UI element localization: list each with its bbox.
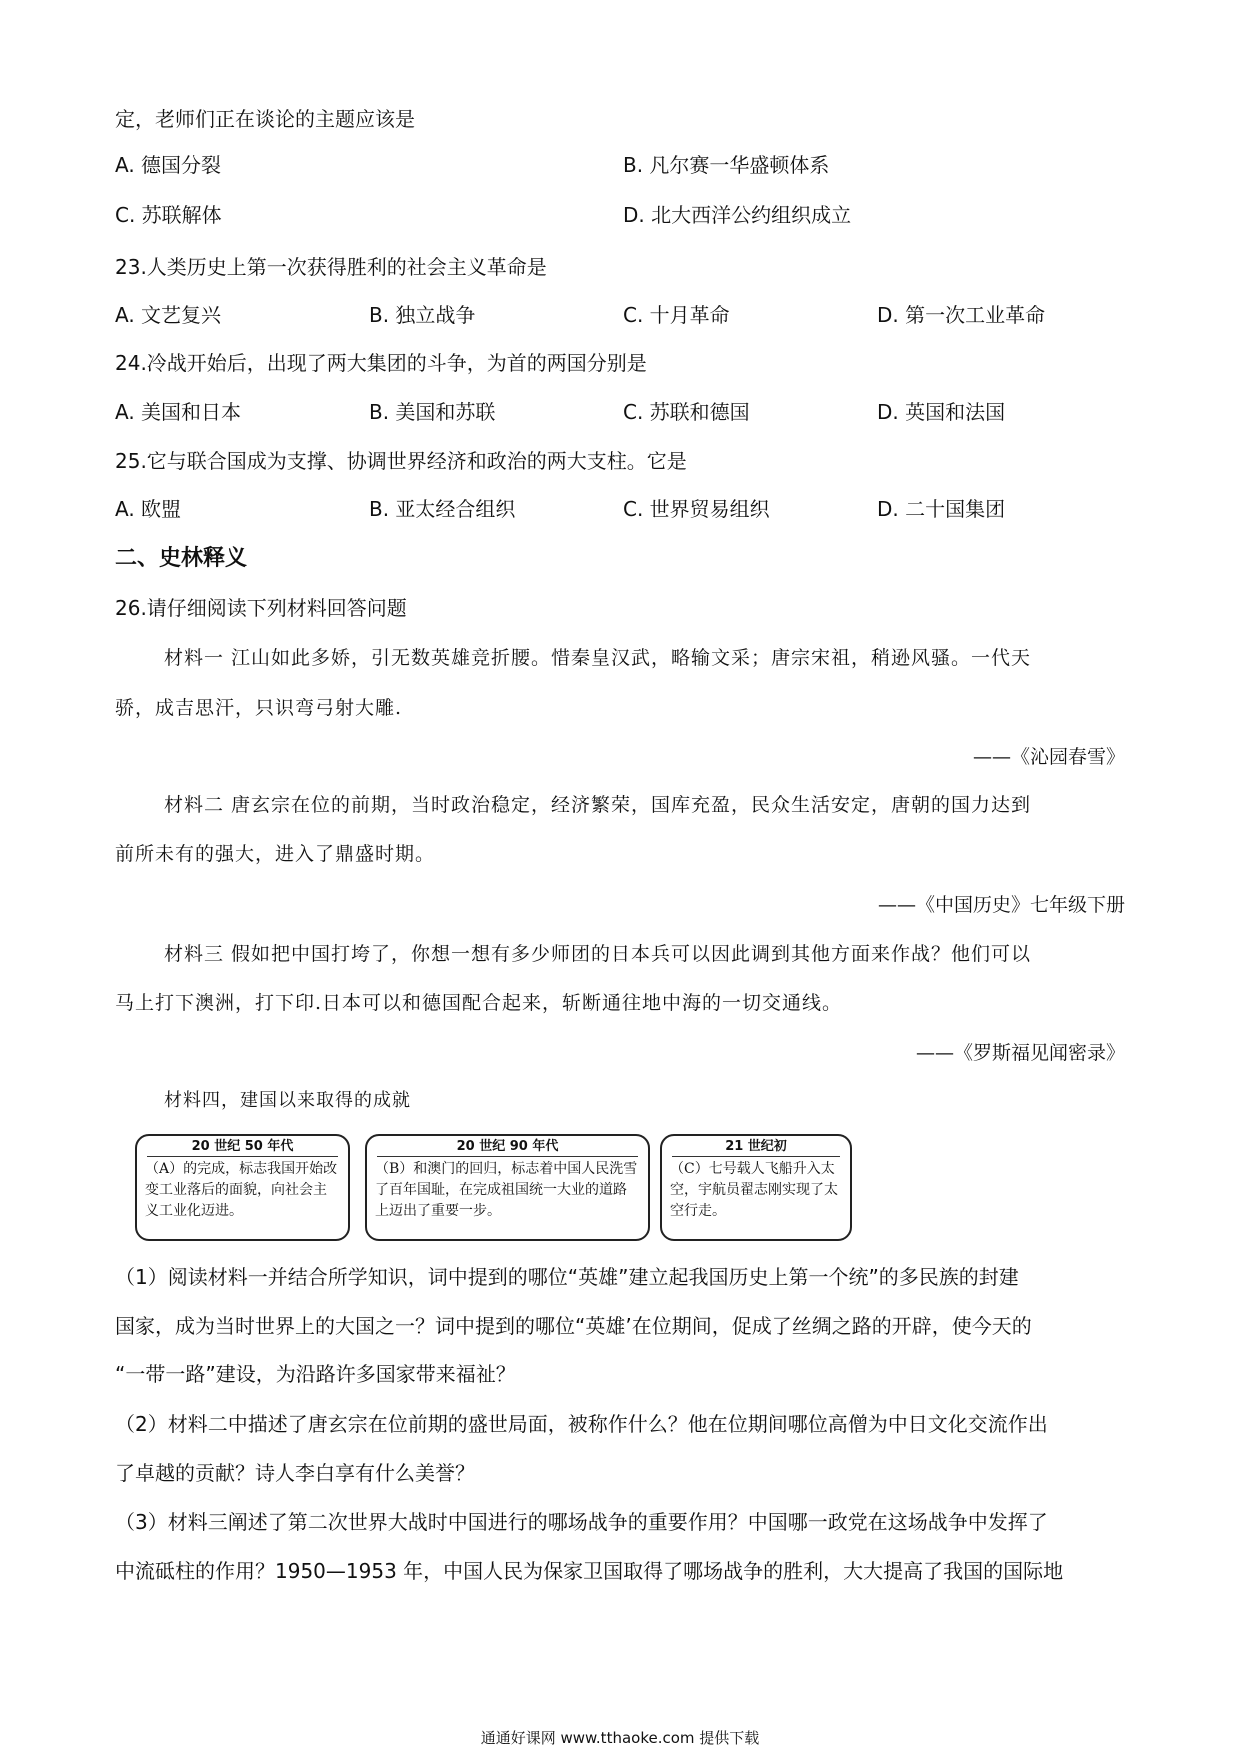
sub-question-1-line-2: 国家，成为当时世界上的大国之一？词中提到的哪位“英雄’在位期间，促成了丝绸之路的开辟，使今天的	[115, 1314, 1032, 1338]
q25-option-d: D. 二十国集团	[877, 497, 1006, 521]
q23-option-a: A. 文艺复兴	[115, 303, 222, 327]
material-2-source: ——《中国历史》七年级下册	[877, 894, 1125, 916]
q24-option-d: D. 英国和法国	[877, 400, 1006, 424]
q23-option-b: B. 独立战争	[369, 303, 476, 327]
achievement-era-21c: 21 世纪初	[672, 1138, 840, 1157]
q25-option-a: A. 欧盟	[115, 497, 182, 521]
sub-question-2-line-1: （2）材料二中描述了唐玄宗在位前期的盛世局面，被称作什么？他在位期间哪位高僧为中日文化交流作出	[115, 1412, 1048, 1436]
section-heading: 二、史林释义	[115, 546, 248, 571]
q23-stem: 23.人类历史上第一次获得胜利的社会主义革命是	[115, 255, 547, 279]
achievement-text-50s: （A）的完成，标志我国开始改变工业落后的面貌，向社会主义工业化迈进。	[145, 1161, 338, 1219]
q25-option-b: B. 亚太经合组织	[369, 497, 516, 521]
material-3-line-2: 马上打下澳洲，打下印.日本可以和德国配合起来，斩断通往地中海的一切交通线。	[115, 992, 843, 1014]
material-3-source: ——《罗斯福见闻密录》	[915, 1042, 1125, 1064]
sub-question-2-line-2: 了卓越的贡献？诗人李白享有什么美誉？	[115, 1461, 475, 1485]
q22-option-a: A. 德国分裂	[115, 153, 222, 177]
achievement-era-90s: 20 世纪 90 年代	[377, 1138, 638, 1157]
achievement-box-21c	[660, 1134, 852, 1241]
q22-option-d: D. 北大西洋公约组织成立	[623, 203, 852, 227]
sub-question-1-line-3: “一带一路”建设，为沿路许多国家带来福祉？	[115, 1362, 516, 1386]
q24-option-b: B. 美国和苏联	[369, 400, 496, 424]
q25-stem: 25.它与联合国成为支撑、协调世界经济和政治的两大支柱。它是	[115, 449, 687, 473]
q22-option-b: B. 凡尔赛一华盛顿体系	[623, 153, 830, 177]
q24-option-c: C. 苏联和德国	[623, 400, 750, 424]
q23-option-c: C. 十月革命	[623, 303, 730, 327]
q23-option-d: D. 第一次工业革命	[877, 303, 1046, 327]
q24-stem: 24.冷战开始后，出现了两大集团的斗争，为首的两国分别是	[115, 351, 647, 375]
material-1-line-2: 骄，成吉思汗，只识弯弓射大雕.	[115, 697, 403, 719]
material-2-line-2: 前所未有的强大，进入了鼎盛时期。	[115, 843, 436, 865]
achievement-era-50s: 20 世纪 50 年代	[147, 1138, 338, 1157]
achievement-box-50s	[135, 1134, 350, 1241]
achievement-text-90s: （B）和澳门的回归，标志着中国人民洗雪了百年国耻，在完成祖国统一大业的道路上迈出了重要一步。	[375, 1161, 638, 1219]
material-3-line-1: 材料三 假如把中国打垮了，你想一想有多少师团的日本兵可以因此调到其他方面来作战？他们可以	[164, 943, 1032, 965]
sub-question-3-line-1: （3）材料三阐述了第二次世界大战时中国进行的哪场战争的重要作用？中国哪一政党在这场战争中发挥了	[115, 1510, 1048, 1534]
q25-option-c: C. 世界贸易组织	[623, 497, 770, 521]
q22-stem-continuation: 定，老师们正在谈论的主题应该是	[115, 107, 415, 131]
sub-question-3-line-2: 中流砥柱的作用？1950—1953 年，中国人民为保家卫国取得了哪场战争的胜利，大大提高了我国的国际地	[115, 1559, 1064, 1583]
material-1-line-1: 材料一 江山如此多娇，引无数英雄竞折腰。惜秦皇汉武，略输文采；唐宗宋祖，稍逊风骚。一代天	[164, 647, 1032, 669]
q22-option-c: C. 苏联解体	[115, 203, 222, 227]
material-2-line-1: 材料二 唐玄宗在位的前期，当时政治稳定，经济繁荣，国库充盈，民众生活安定，唐朝的国力达到	[164, 794, 1032, 816]
page-footer: 通通好课网 www.tthaoke.com 提供下载	[480, 1729, 760, 1747]
achievement-box-90s	[365, 1134, 650, 1241]
sub-question-1-line-1: （1）阅读材料一并结合所学知识，词中提到的哪位“英雄”建立起我国历史上第一个统”的多民族的封建	[115, 1265, 1019, 1289]
material-4-title: 材料四，建国以来取得的成就	[164, 1090, 411, 1111]
q26-stem: 26.请仔细阅读下列材料回答问题	[115, 596, 407, 620]
material-1-source: ——《沁园春雪》	[972, 746, 1125, 768]
q24-option-a: A. 美国和日本	[115, 400, 242, 424]
achievement-text-21c: （C）七号载人飞船升入太空，宇航员翟志刚实现了太空行走。	[670, 1161, 838, 1219]
